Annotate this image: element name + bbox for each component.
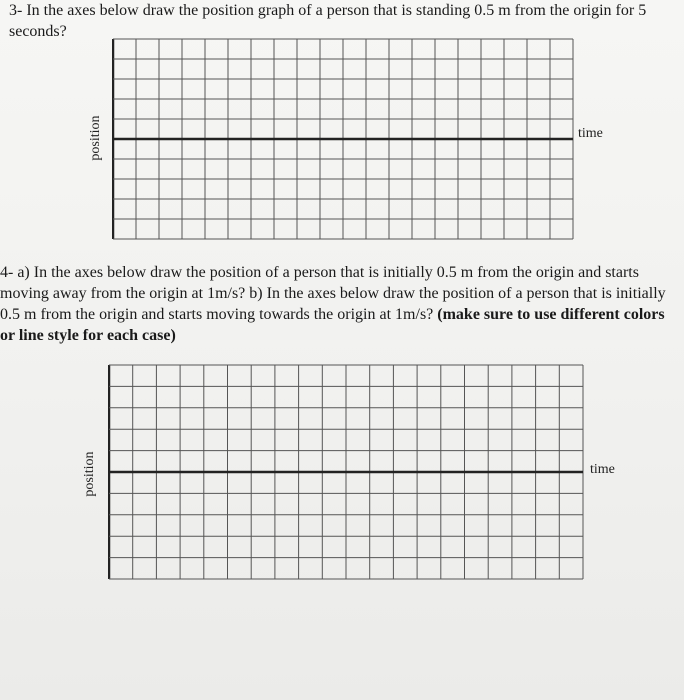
question-4-y-axis-label: position	[82, 451, 97, 497]
question-4-grid	[108, 364, 584, 580]
question-3-number: 3-	[9, 2, 23, 19]
question-4-body: a) In the axes below draw the position of a person that is initially 0.5 m from the origin and starts moving away from the origin at 1m/s? b) In the axes below draw the position of a person that is initially 0.5 m from the origin and starts moving towards the origin at 1m/s?	[0, 264, 666, 323]
question-3-body: In the axes below draw the position graph of a person that is standing 0.5 m from the origin for 5 seconds?	[9, 2, 647, 40]
question-4-text	[0, 262, 672, 346]
question-3-grid	[112, 38, 574, 240]
question-3-y-axis-label: position	[88, 115, 103, 161]
question-3-graph[interactable]	[112, 38, 574, 240]
question-3-x-axis-label: time	[578, 126, 603, 141]
question-4-graph[interactable]	[108, 364, 584, 580]
question-4-bold-instruction: (make sure to use different colors or line style for each case)	[0, 306, 665, 344]
question-3-text	[9, 0, 669, 42]
question-4-x-axis-label: time	[590, 462, 615, 477]
question-4-number: 4-	[0, 264, 14, 281]
